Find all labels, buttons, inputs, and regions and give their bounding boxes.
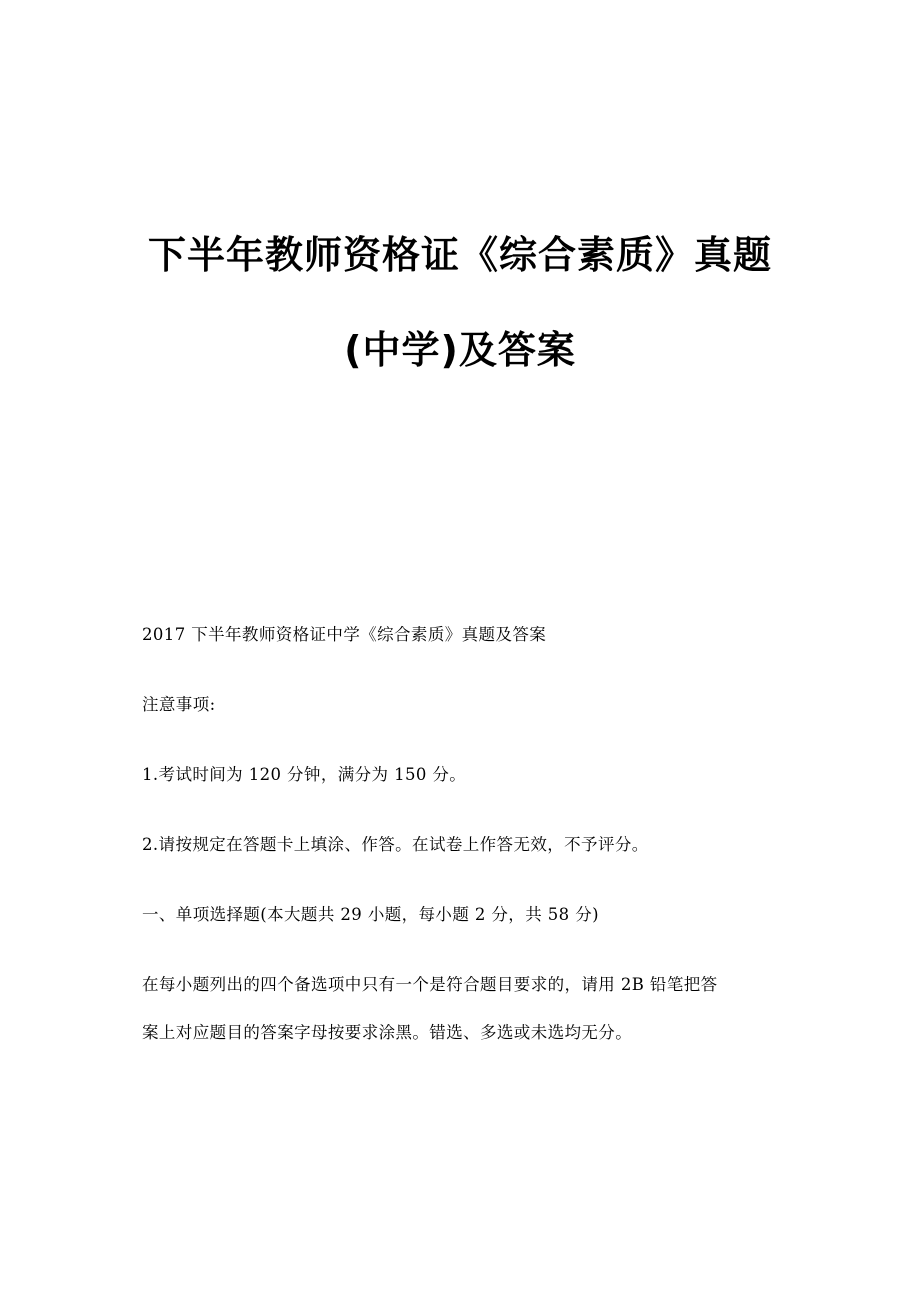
document-title-line-1: 下半年教师资格证《综合素质》真题 bbox=[147, 233, 772, 277]
instruction-line-2: 案上对应题目的答案字母按要求涂黑。错选、多选或未选均无分。 bbox=[142, 1023, 633, 1042]
section-heading: 一、单项选择题(本大题共 29 小题，每小题 2 分，共 58 分) bbox=[142, 905, 599, 924]
note-item-2: 2.请按规定在答题卡上填涂、作答。在试卷上作答无效，不予评分。 bbox=[142, 835, 649, 854]
instruction-line-1: 在每小题列出的四个备选项中只有一个是符合题目要求的，请用 2B 铅笔把答 bbox=[142, 975, 718, 994]
note-item-1: 1.考试时间为 120 分钟，满分为 150 分。 bbox=[142, 765, 467, 784]
document-title-line-2: (中学)及答案 bbox=[344, 328, 576, 372]
exam-heading: 2017 下半年教师资格证中学《综合素质》真题及答案 bbox=[142, 625, 547, 644]
notes-heading: 注意事项: bbox=[142, 695, 216, 714]
